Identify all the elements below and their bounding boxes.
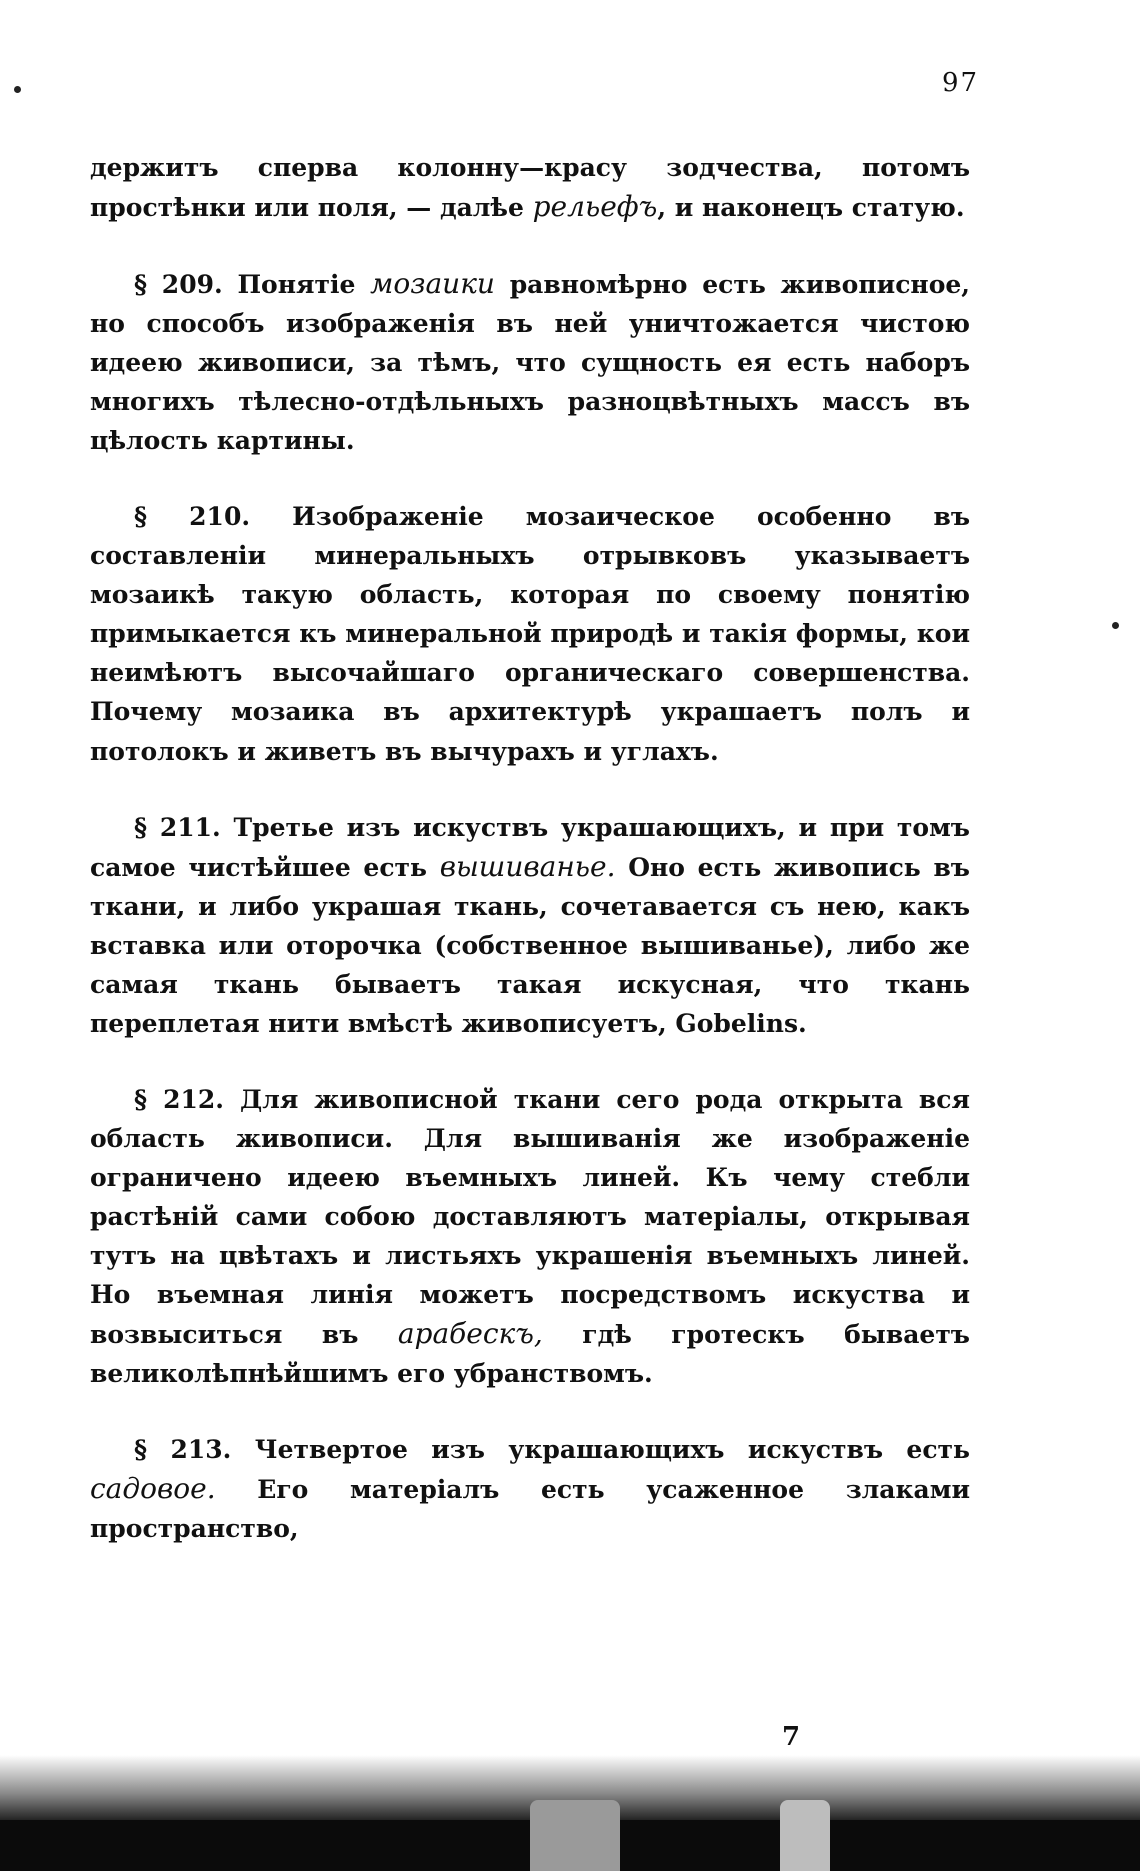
paragraph-text: Понятіе	[222, 270, 371, 299]
section-number: § 209.	[134, 270, 223, 299]
section-number: § 212.	[134, 1085, 224, 1114]
paragraph-text: Для живописной ткани сего рода открыта вся область живописи. Для вышиванія же изображеніе ограничено идеею въемныхъ линей. Къ чему стебли растѣній сами собою доставляютъ матеріалы, открывая тутъ на цвѣтахъ и листьяхъ украшенія въемныхъ линей. Но въемная линія можетъ посредствомъ искуства и возвыситься въ	[90, 1085, 970, 1349]
italic-term: мозаики	[370, 267, 495, 300]
paragraph-text: Четвертое изъ украшающихъ искуствъ есть	[231, 1435, 970, 1464]
signature-mark: 7	[782, 1722, 801, 1752]
section-number: § 213.	[134, 1435, 232, 1464]
paragraph-text: гдѣ гротескъ бываетъ великолѣпнѣйшимъ его убранствомъ.	[90, 1320, 970, 1388]
paragraph-text: , и наконецъ статую.	[657, 193, 965, 222]
paragraph-209	[90, 264, 970, 460]
italic-term: арабескъ,	[397, 1317, 543, 1350]
italic-term: садовое.	[90, 1472, 216, 1505]
paragraph-text: Третье изъ искуствъ украшающихъ, и при томъ самое чистѣйшее есть	[90, 813, 970, 882]
paragraph-text: держитъ сперва колонну—красу зодчества, потомъ простѣнки или поля, — далѣе	[90, 153, 970, 222]
italic-term: рельефъ	[532, 190, 658, 223]
paragraph-text: Его матеріалъ есть усаженное злаками пространство,	[90, 1475, 970, 1543]
paragraph-212	[90, 1080, 970, 1393]
scanner-clip-right	[780, 1800, 830, 1871]
paragraph-213	[90, 1430, 970, 1548]
paragraph-text: Оно есть живопись въ ткани, и либо украшая ткань, сочетавается съ нею, какъ вставка или оторочка (собственное вышиванье), либо же самая ткань бываетъ такая искусная, что ткань переплетая нити вмѣстѣ живописуетъ, Gobelins.	[90, 853, 970, 1038]
paragraph-211	[90, 808, 970, 1043]
section-number: § 211.	[134, 813, 221, 842]
margin-dot-right	[1112, 622, 1119, 629]
paragraph-continuation	[90, 148, 970, 227]
paragraph-text: Изображеніе мозаическое особенно въ составленіи минеральныхъ отрывковъ указываетъ мозаикѣ такую область, которая по своему понятію примыкается къ минеральной природѣ и такія формы, кои неимѣютъ высочайшаго органическаго совершенства. Почему мозаика въ архитектурѣ украшаетъ полъ и потолокъ и живетъ въ вычурахъ и углахъ.	[90, 502, 971, 766]
body-text	[90, 148, 970, 1585]
paragraph-210	[90, 497, 970, 771]
section-number: § 210.	[134, 502, 251, 531]
italic-term: вышиванье.	[439, 850, 616, 883]
page-number: 97	[942, 68, 980, 98]
scanner-clip-left	[530, 1800, 620, 1871]
paragraph-text: равномѣрно есть живописное, но способъ изображенія въ ней уничтожается чистою идеею живописи, за тѣмъ, что сущность ея есть наборъ многихъ тѣлесно-отдѣльныхъ разноцвѣтныхъ массъ въ цѣлость картины.	[90, 270, 970, 455]
margin-dot-left	[14, 86, 21, 93]
